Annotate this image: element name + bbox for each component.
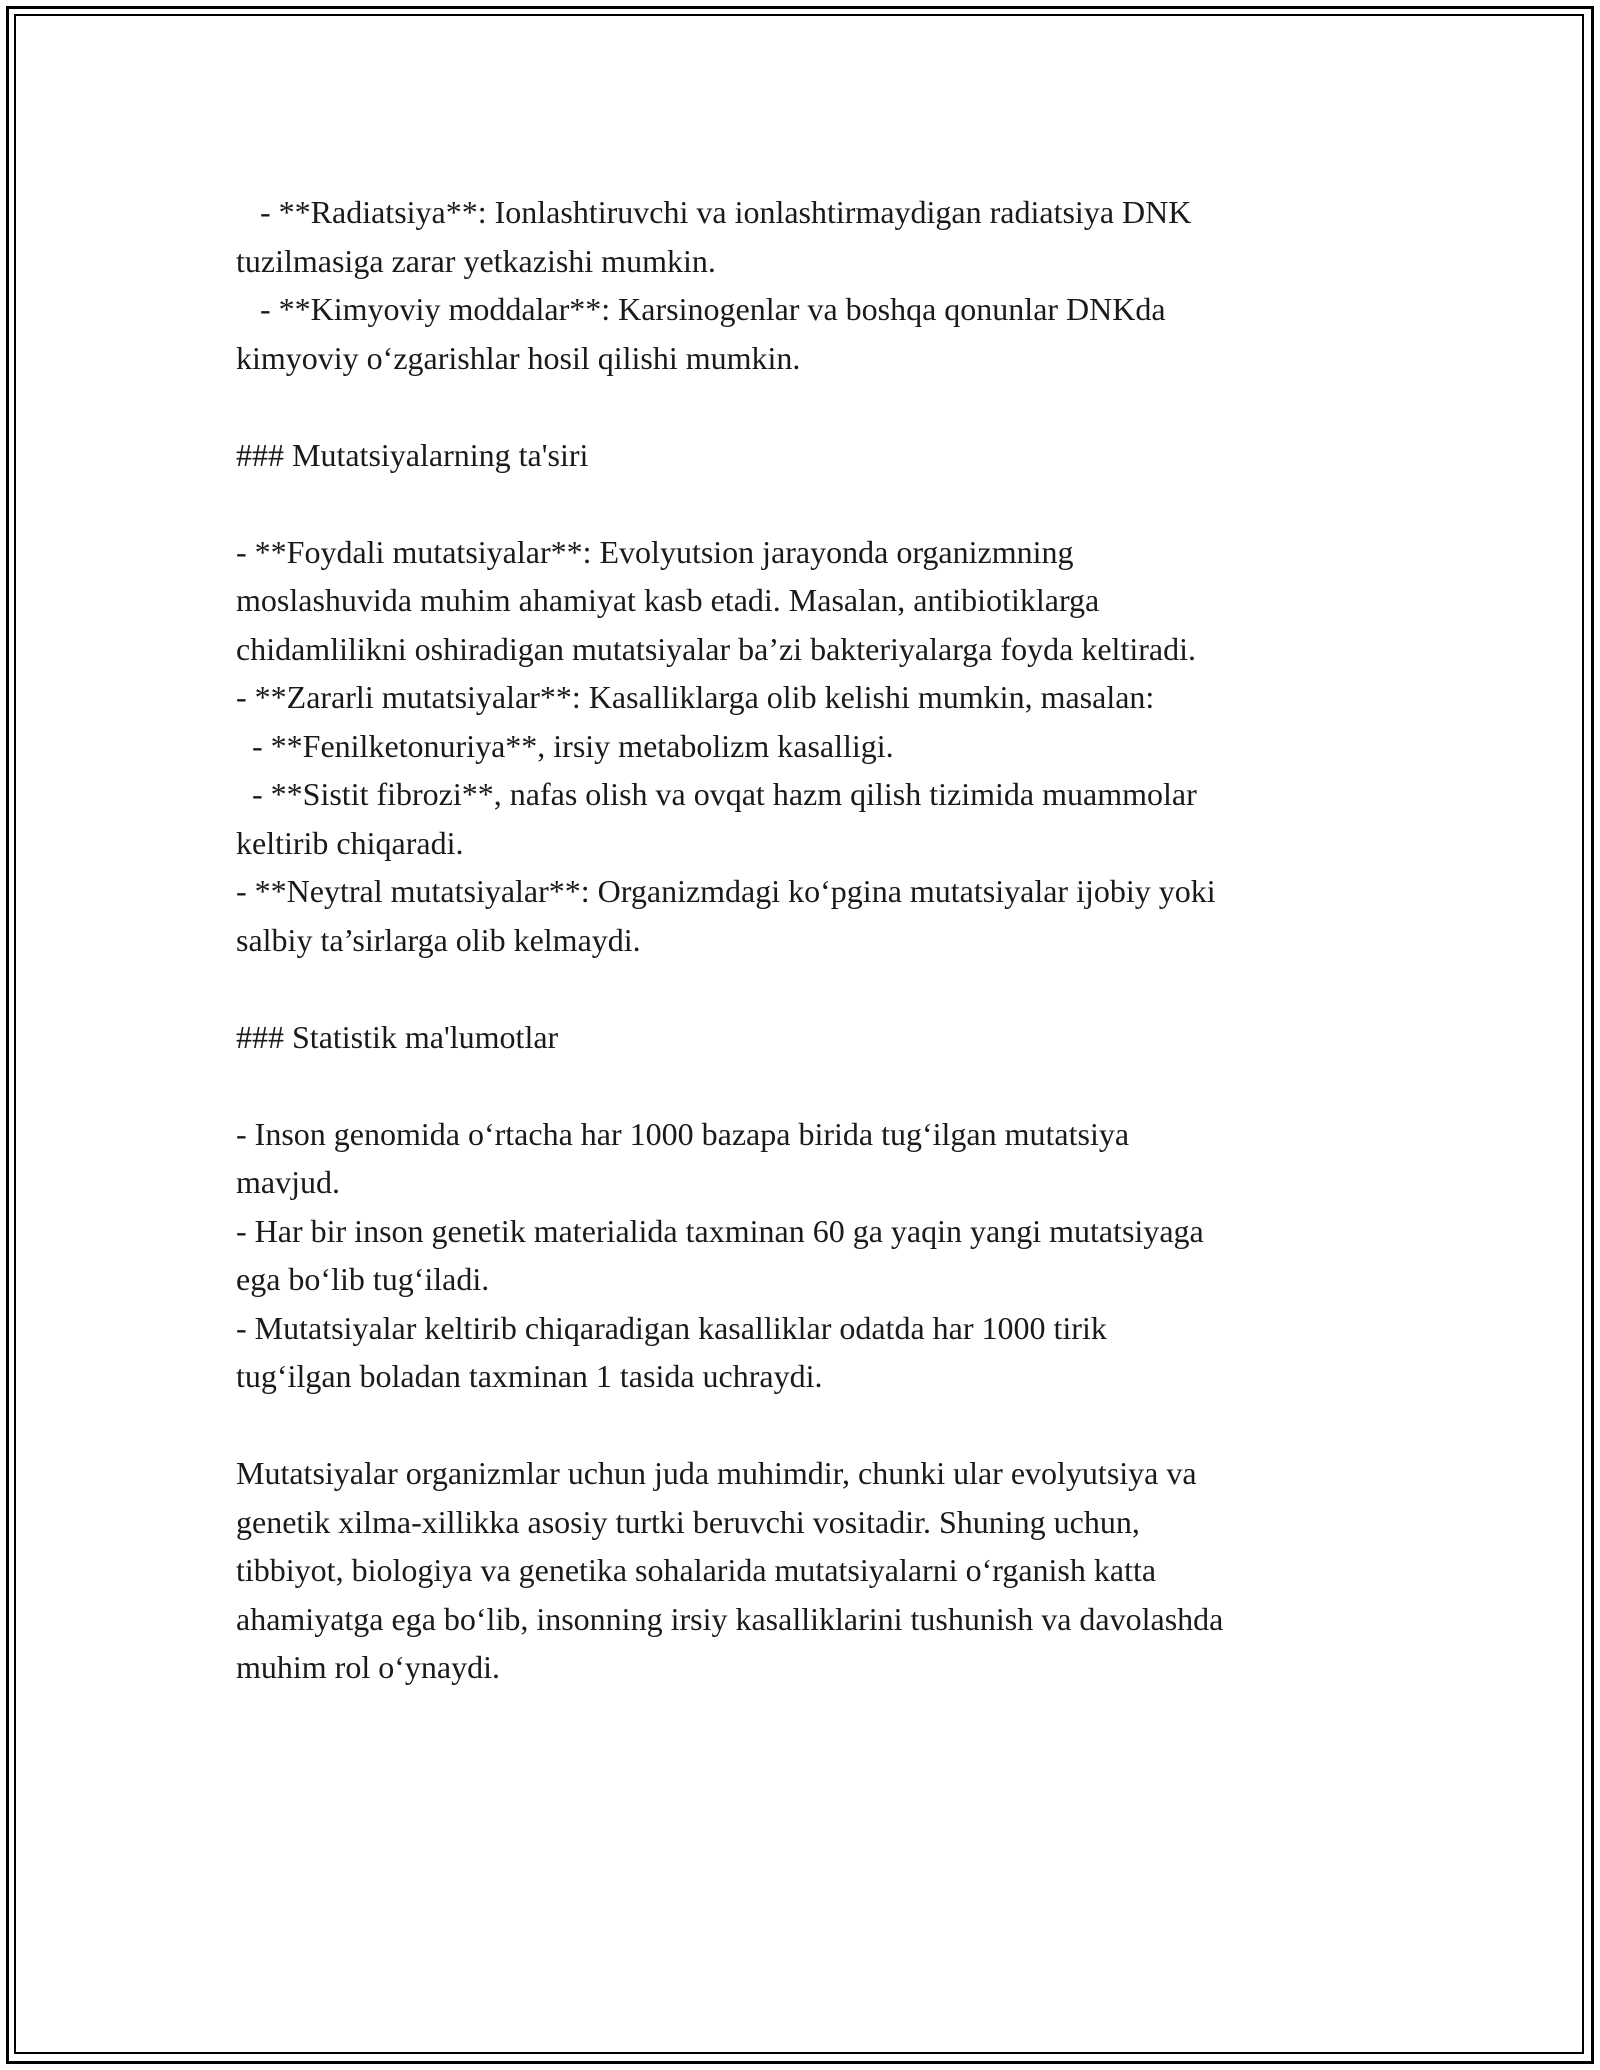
- text-line: - **Kimyoviy moddalar**: Karsinogenlar va boshqa qonunlar DNKda: [236, 291, 1166, 327]
- text-line: chidamlilikni oshiradigan mutatsiyalar ba’zi bakteriyalarga foyda keltiradi.: [236, 630, 1196, 667]
- text-line: moslashuvida muhim ahamiyat kasb etadi. Masalan, antibiotiklarga: [236, 582, 1100, 618]
- text-line: - **Neytral mutatsiyalar**: Organizmdagi ko‘pgina mutatsiyalar ijobiy yoki: [236, 873, 1216, 909]
- text-line: - **Fenilketonuriya**, irsiy metabolizm kasalligi.: [236, 727, 894, 764]
- text-line: - **Foydali mutatsiyalar**: Evolyutsion jarayonda organizmning: [236, 533, 1074, 570]
- section-heading: ### Mutatsiyalarning ta'siri: [236, 436, 589, 473]
- text-line: tuzilmasiga zarar yetkazishi mumkin.: [236, 242, 716, 279]
- blank-line: [236, 382, 1376, 431]
- text-line: ega bo‘lib tug‘iladi.: [236, 1261, 490, 1297]
- text-line: - Har bir inson genetik materialida taxminan 60 ga yaqin yangi mutatsiyaga: [236, 1212, 1204, 1249]
- text-line: - **Zararli mutatsiyalar**: Kasalliklarga olib kelishi mumkin, masalan:: [236, 679, 1155, 715]
- text-line: - Inson genomida o‘rtacha har 1000 bazapa birida tug‘ilgan mutatsiya: [236, 1115, 1130, 1152]
- text-line: salbiy ta’sirlarga olib kelmaydi.: [236, 921, 641, 958]
- text-line: ahamiyatga ega bo‘lib, insonning irsiy kasalliklarini tushunish va davolashda: [236, 1600, 1224, 1637]
- text-line: - Mutatsiyalar keltirib chiqaradigan kasalliklar odatda har 1000 tirik: [236, 1309, 1107, 1346]
- text-line: genetik xilma-xillikka asosiy turtki beruvchi vositadir. Shuning uchun,: [236, 1503, 1140, 1540]
- text-line: tibbiyot, biologiya va genetika sohalarida mutatsiyalarni o‘rganish katta: [236, 1552, 1157, 1588]
- text-line: tug‘ilgan boladan taxminan 1 tasida uchraydi.: [236, 1358, 823, 1394]
- text-line: - **Sistit fibrozi**, nafas olish va ovqat hazm qilish tizimida muammolar: [236, 776, 1197, 812]
- document-body: [236, 188, 1376, 1692]
- section-heading: ### Statistik ma'lumotlar: [236, 1018, 559, 1055]
- text-line: - **Radiatsiya**: Ionlashtiruvchi va ionlashtirmaydigan radiatsiya DNK: [236, 194, 1192, 230]
- text-line: Mutatsiyalar organizmlar uchun juda muhimdir, chunki ular evolyutsiya va: [236, 1455, 1197, 1491]
- blank-line: [236, 964, 1376, 1013]
- text-line: mavjud.: [236, 1164, 340, 1200]
- text-line: kimyoviy o‘zgarishlar hosil qilishi mumkin.: [236, 339, 801, 376]
- blank-line: [236, 1061, 1376, 1110]
- text-line: keltirib chiqaradi.: [236, 824, 464, 861]
- text-line: muhim rol o‘ynaydi.: [236, 1649, 500, 1685]
- blank-line: [236, 479, 1376, 528]
- blank-line: [236, 1401, 1376, 1450]
